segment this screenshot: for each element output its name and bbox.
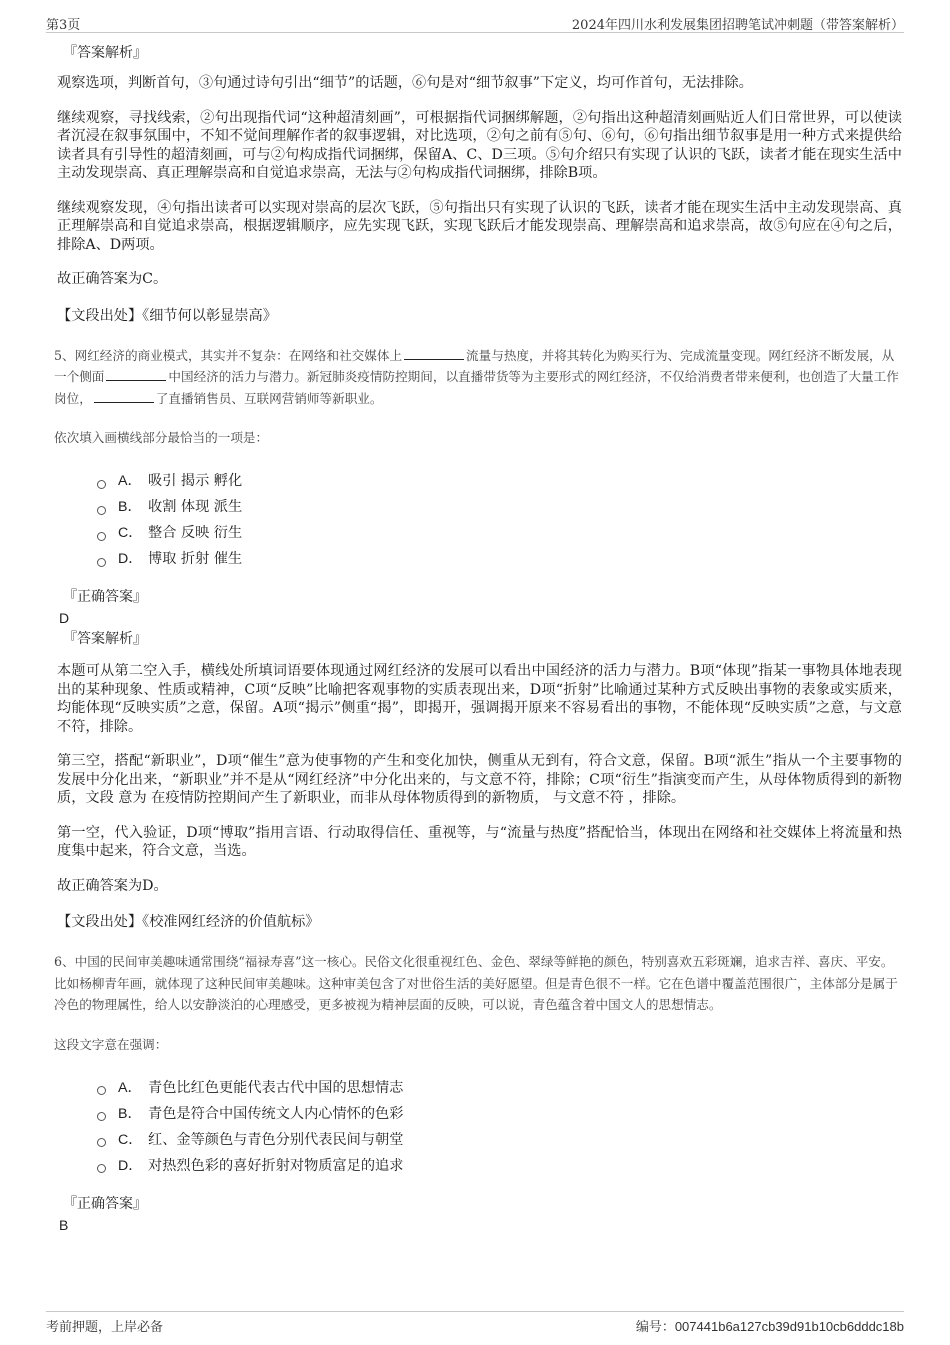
q4-analysis-tag: 『答案解析』	[63, 45, 147, 61]
footer-note: 考前押题，上岸必备	[46, 1320, 164, 1335]
radio-icon[interactable]	[97, 1138, 106, 1147]
radio-icon[interactable]	[97, 558, 106, 567]
document-title: 2024年四川水利发展集团招聘笔试冲刺题（带答案解析）	[571, 18, 904, 33]
q5-option-b[interactable]: B． 收割 体现 派生	[97, 494, 902, 520]
q5-answer: D	[59, 610, 70, 626]
q5-analysis-paragraph: 第一空，代入验证，D项“博取”指用言语、行动取得信任、重视等，与“流量与热度”搭配恰当，体现出在网络和社交媒体上将流量和热度集中起来，符合文意，当选。	[57, 824, 902, 859]
q6-option-b[interactable]: B． 青色是符合中国传统文人内心情怀的色彩	[97, 1101, 902, 1127]
page-content	[54, 42, 902, 1235]
fill-blank-1	[404, 347, 464, 360]
q6-options	[97, 1075, 902, 1179]
q5-analysis-tag: 『答案解析』	[63, 631, 147, 647]
page-number: 第3页	[46, 18, 81, 33]
fill-blank-3	[94, 390, 154, 403]
q5-option-a[interactable]: A． 吸引 揭示 孵化	[97, 468, 902, 494]
q5-answer-tag: 『正确答案』	[63, 589, 147, 605]
page-header	[46, 12, 904, 33]
q6-answer: B	[59, 1216, 69, 1233]
q6-stem: 6、中国的民间审美趣味通常围绕“福禄寿喜”这一核心。民俗文化很重视红色、金色、翠绿等鲜艳的颜色，特别喜欢五彩斑斓，追求吉祥、喜庆、平安。比如杨柳青年画，就体现了这种民间审美趣味。这种审美包含了对世俗生活的美好愿望。但是青色很不一样。它在色谱中覆盖范围很广，主体部分是属于冷色的物理属性，给人以安静淡泊的心理感受，更多被视为精神层面的反映，可以说，青色蕴含着中国文人的思想情志。	[54, 954, 898, 1012]
radio-icon[interactable]	[97, 1112, 106, 1121]
q6-ask: 这段文字意在强调：	[54, 1036, 168, 1052]
fill-blank-2	[106, 368, 166, 381]
radio-icon[interactable]	[97, 506, 106, 515]
q5-analysis-paragraph: 第三空，搭配“新职业”，D项“催生”意为使事物的产生和变化加快，侧重从无到有，符合文意，保留。B项“派生”指从一个主要事物的发展中分化出来，“新职业”并不是从“网红经济”中分化出来的，与文意不符，排除；C项“衍生”指演变而产生，从母体物质得到的新物质，文段 意为 在疫情防控期间产生了新职业，而非从母体物质得到的新物质， 与文意不符 ，排除。	[57, 753, 902, 806]
radio-icon[interactable]	[97, 1086, 106, 1095]
q6-option-a[interactable]: A． 青色比红色更能代表古代中国的思想情志	[97, 1075, 902, 1101]
q5-options	[97, 468, 902, 572]
q5-option-c[interactable]: C． 整合 反映 衍生	[97, 520, 902, 546]
q5-stem: 5、网红经济的商业模式，其实并不复杂：在网络和社交媒体上 流量与热度，并将其转化为购买行为、完成流量变现。网红经济不断发展，从一个侧面 中国经济的活力与潜力。新冠肺炎疫情防控期间，以直播带货等为主要形式的网红经济，不仅给消费者带来便利，也创造了大量工作岗位， 了直播销售员、互联网营销师等新职业。	[54, 347, 899, 406]
q5-ask: 依次填入画横线部分最恰当的一项是：	[54, 430, 269, 445]
q6-option-c[interactable]: C． 红、金等颜色与青色分别代表民间与朝堂	[97, 1127, 902, 1153]
q4-answer-conclusion: 故正确答案为C。	[57, 271, 168, 287]
q5-option-d[interactable]: D． 博取 折射 催生	[97, 546, 902, 572]
q4-analysis-paragraph: 继续观察发现，④句指出读者可以实现对崇高的层次飞跃，⑤句指出只有实现了认识的飞跃，读者才能在现实生活中主动发现崇高、真正理解崇高和自觉追求崇高，根据逻辑顺序，应先实现飞跃，实现飞跃后才能发现崇高、理解崇高和追求崇高，故⑤句应在④句之后，排除A、D两项。	[57, 199, 902, 253]
radio-icon[interactable]	[97, 1164, 106, 1173]
q4-analysis-paragraph: 观察选项，判断首句，③句通过诗句引出“细节”的话题，⑥句是对“细节叙事”下定义，均可作首句，无法排除。	[57, 75, 753, 91]
q5-analysis-paragraph: 本题可从第二空入手，横线处所填词语要体现通过网红经济的发展可以看出中国经济的活力与潜力。B项“体现”指某一事物具体地表现出的某种现象、性质或精神，C项“反映”比喻把客观事物的实质表现出来，D项“折射”比喻通过某种方式反映出事物的表象或实质来，均能体现“反映实质”之意，保留。A项“揭示”侧重“揭”，即揭开，强调揭开原来不容易看出的事物，不能体现“反映实质”之意，与文意不符，排除。	[57, 663, 902, 735]
q4-source: 【文段出处】《细节何以彰显崇高》	[57, 307, 277, 324]
document-code: 编号：007441b6a127cb39d91b10cb6dddc18b	[635, 1319, 904, 1335]
q5-answer-conclusion: 故正确答案为D。	[57, 877, 168, 894]
q6-answer-tag: 『正确答案』	[63, 1195, 147, 1212]
q6-option-d[interactable]: D． 对热烈色彩的喜好折射对物质富足的追求	[97, 1153, 902, 1179]
page-footer	[46, 1311, 904, 1338]
radio-icon[interactable]	[97, 532, 106, 541]
q4-analysis-paragraph: 继续观察，寻找线索，②句出现指代词“这种超清刻画”，可根据指代词捆绑解题，②句指出这种超清刻画贴近人们日常世界，可以使读者沉浸在叙事氛围中，不知不觉间理解作者的叙事逻辑，对比选项，②句之前有⑤句、⑥句，⑥句指出细节叙事是用一种方式来提供给读者具有引导性的超清刻画，可与②句构成指代词捆绑，保留A、C、D三项。⑤句介绍只有实现了认识的飞跃，读者才能在现实生活中主动发现崇高、真正理解崇高和自觉追求崇高，无法与②句构成指代词捆绑，排除B项。	[57, 109, 902, 181]
q5-source: 【文段出处】《校准网红经济的价值航标》	[57, 914, 320, 930]
radio-icon[interactable]	[97, 480, 106, 489]
